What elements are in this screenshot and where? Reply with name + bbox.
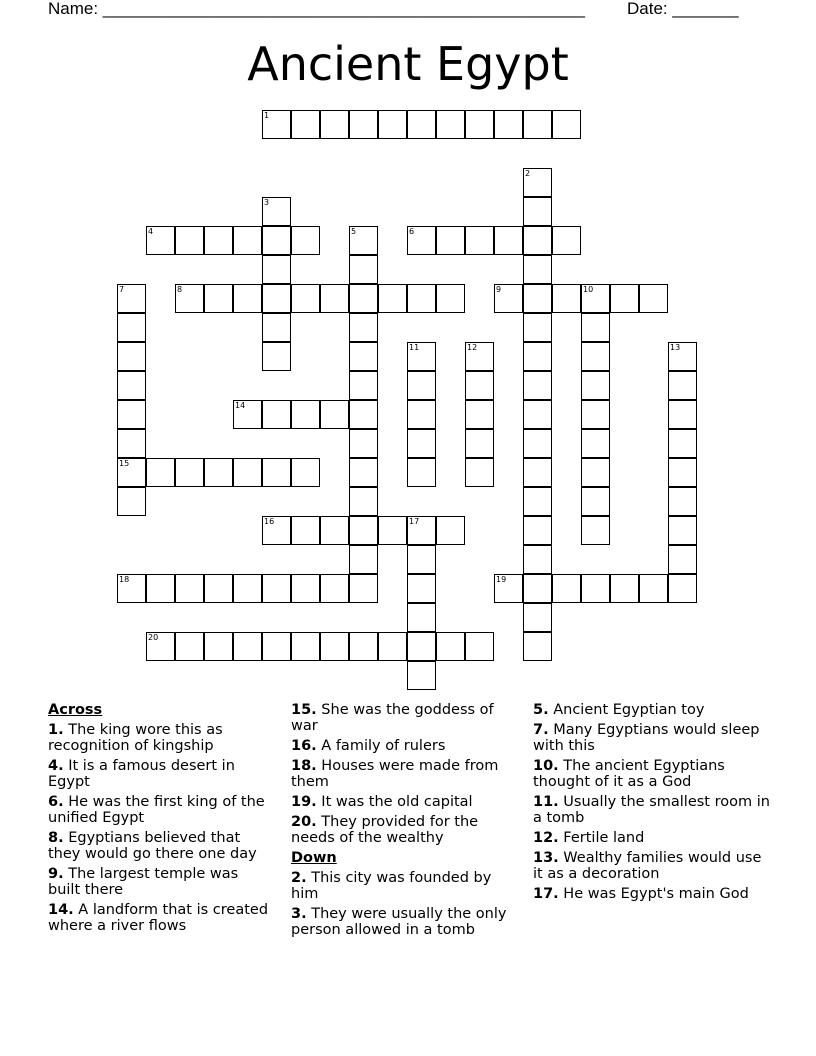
grid-cell[interactable] (668, 371, 697, 400)
grid-cell[interactable] (349, 516, 378, 545)
grid-cell[interactable] (407, 284, 436, 313)
cell-number: 3 (264, 198, 270, 207)
grid-cell[interactable] (146, 458, 175, 487)
clue-down-10: 10. The ancient Egyptians thought of it as a God (533, 758, 725, 790)
grid-cell[interactable] (494, 110, 523, 139)
grid-cell[interactable] (407, 110, 436, 139)
grid-cell[interactable] (320, 516, 349, 545)
clue-down-3: 3. They were usually the only person allowed in a tomb (291, 906, 507, 938)
grid-cell[interactable] (262, 284, 291, 313)
grid-cell[interactable] (523, 516, 552, 545)
grid-cell[interactable] (262, 516, 291, 545)
grid-cell[interactable] (523, 545, 552, 574)
grid-cell[interactable] (581, 458, 610, 487)
grid-cell[interactable] (465, 458, 494, 487)
grid-cell[interactable] (233, 632, 262, 661)
clue-down-5: 5. Ancient Egyptian toy (533, 702, 705, 718)
grid-cell[interactable] (117, 313, 146, 342)
grid-cell[interactable] (291, 226, 320, 255)
grid-cell[interactable] (349, 545, 378, 574)
grid-cell[interactable] (407, 516, 436, 545)
grid-cell[interactable] (523, 110, 552, 139)
grid-cell[interactable] (581, 313, 610, 342)
grid-cell[interactable] (291, 400, 320, 429)
grid-cell[interactable] (436, 632, 465, 661)
cell-number: 9 (496, 285, 502, 294)
grid-cell[interactable] (320, 400, 349, 429)
grid-cell[interactable] (349, 342, 378, 371)
page-title: Ancient Egypt (247, 37, 569, 91)
grid-cell[interactable] (668, 574, 697, 603)
cell-number: 12 (467, 343, 478, 352)
grid-cell[interactable] (291, 632, 320, 661)
cell-number: 20 (148, 633, 159, 642)
grid-cell[interactable] (668, 487, 697, 516)
clue-down-7: 7. Many Egyptians would sleep with this (533, 722, 760, 754)
grid-cell[interactable] (291, 458, 320, 487)
grid-cell[interactable] (523, 226, 552, 255)
grid-cell[interactable] (581, 516, 610, 545)
clue-across-9: 9. The largest temple was built there (48, 866, 239, 898)
grid-cell[interactable] (204, 632, 233, 661)
grid-cell[interactable] (117, 371, 146, 400)
grid-cell[interactable] (523, 400, 552, 429)
grid-cell[interactable] (349, 255, 378, 284)
grid-cell[interactable] (407, 632, 436, 661)
grid-cell[interactable] (117, 574, 146, 603)
grid-cell[interactable] (233, 284, 262, 313)
grid-cell[interactable] (465, 400, 494, 429)
grid-cell[interactable] (117, 400, 146, 429)
grid-cell[interactable] (465, 226, 494, 255)
clue-across-6: 6. He was the first king of the unified Egypt (48, 794, 265, 826)
grid-cell[interactable] (523, 487, 552, 516)
grid-cell[interactable] (523, 429, 552, 458)
name-line[interactable]: Name: ___________________________________________________ (48, 0, 585, 18)
grid-cell[interactable] (204, 574, 233, 603)
grid-cell[interactable] (494, 574, 523, 603)
grid-cell[interactable] (320, 632, 349, 661)
clue-across-14: 14. A landform that is created where a river flows (48, 902, 269, 934)
clue-down-11: 11. Usually the smallest room in a tomb (533, 794, 770, 826)
grid-cell[interactable] (175, 284, 204, 313)
grid-cell[interactable] (668, 516, 697, 545)
grid-cell[interactable] (204, 226, 233, 255)
down-heading: Down (291, 850, 337, 866)
grid-cell[interactable] (407, 371, 436, 400)
clue-down-17: 17. He was Egypt's main God (533, 886, 749, 902)
grid-cell[interactable] (552, 226, 581, 255)
grid-cell[interactable] (407, 574, 436, 603)
grid-cell[interactable] (465, 371, 494, 400)
grid-cell[interactable] (668, 342, 697, 371)
clue-down-12: 12. Fertile land (533, 830, 645, 846)
grid-cell[interactable] (349, 574, 378, 603)
grid-cell[interactable] (465, 429, 494, 458)
grid-cell[interactable] (494, 284, 523, 313)
date-line[interactable]: Date: _______ (627, 0, 739, 18)
grid-cell[interactable] (523, 632, 552, 661)
clue-across-15: 15. She was the goddess of war (291, 702, 494, 734)
grid-cell[interactable] (407, 545, 436, 574)
grid-cell[interactable] (407, 458, 436, 487)
clue-across-20: 20. They provided for the needs of the wealthy (291, 814, 479, 846)
grid-cell[interactable] (581, 342, 610, 371)
grid-cell[interactable] (262, 632, 291, 661)
grid-cell[interactable] (378, 284, 407, 313)
grid-cell[interactable] (436, 226, 465, 255)
grid-cell[interactable] (291, 110, 320, 139)
grid-cell[interactable] (494, 226, 523, 255)
grid-cell[interactable] (668, 545, 697, 574)
grid-cell[interactable] (523, 255, 552, 284)
clue-across-19: 19. It was the old capital (291, 794, 473, 810)
grid-cell[interactable] (146, 574, 175, 603)
grid-cell[interactable] (378, 516, 407, 545)
grid-cell[interactable] (349, 429, 378, 458)
grid-cell[interactable] (117, 342, 146, 371)
grid-cell[interactable] (581, 400, 610, 429)
grid-cell[interactable] (233, 458, 262, 487)
grid-cell[interactable] (204, 284, 233, 313)
grid-cell[interactable] (465, 632, 494, 661)
grid-cell[interactable] (668, 400, 697, 429)
clue-across-4: 4. It is a famous desert in Egypt (48, 758, 235, 790)
grid-cell[interactable] (523, 371, 552, 400)
grid-cell[interactable] (175, 458, 204, 487)
clue-column-2 (291, 702, 521, 942)
grid-cell[interactable] (407, 661, 436, 690)
cell-number: 7 (119, 285, 125, 294)
grid-cell[interactable] (610, 574, 639, 603)
grid-cell[interactable] (407, 342, 436, 371)
grid-cell[interactable] (407, 226, 436, 255)
grid-cell[interactable] (523, 342, 552, 371)
clue-across-8: 8. Egyptians believed that they would go there one day (48, 830, 257, 862)
grid-cell[interactable] (349, 110, 378, 139)
cell-number: 6 (409, 227, 415, 236)
grid-cell[interactable] (581, 429, 610, 458)
grid-cell[interactable] (639, 574, 668, 603)
grid-cell[interactable] (204, 458, 233, 487)
grid-cell[interactable] (378, 110, 407, 139)
grid-cell[interactable] (581, 284, 610, 313)
clue-across-1: 1. The king wore this as recognition of kingship (48, 722, 223, 754)
grid-cell[interactable] (349, 400, 378, 429)
grid-cell[interactable] (320, 574, 349, 603)
grid-cell[interactable] (639, 284, 668, 313)
grid-cell[interactable] (291, 574, 320, 603)
grid-cell[interactable] (175, 574, 204, 603)
cell-number: 5 (351, 227, 357, 236)
grid-cell[interactable] (146, 226, 175, 255)
grid-cell[interactable] (117, 458, 146, 487)
cell-number: 8 (177, 285, 183, 294)
clue-down-2: 2. This city was founded by him (291, 870, 492, 902)
grid-cell[interactable] (262, 110, 291, 139)
across-heading: Across (48, 702, 103, 718)
grid-cell[interactable] (262, 458, 291, 487)
grid-cell[interactable] (523, 313, 552, 342)
grid-cell[interactable] (465, 110, 494, 139)
grid-cell[interactable] (117, 284, 146, 313)
grid-cell[interactable] (320, 284, 349, 313)
grid-cell[interactable] (407, 603, 436, 632)
grid-cell[interactable] (262, 197, 291, 226)
grid-cell[interactable] (349, 487, 378, 516)
grid-cell[interactable] (668, 429, 697, 458)
grid-cell[interactable] (552, 284, 581, 313)
clue-across-18: 18. Houses were made from them (291, 758, 499, 790)
grid-cell[interactable] (349, 226, 378, 255)
grid-cell[interactable] (291, 284, 320, 313)
cell-number: 19 (496, 575, 507, 584)
grid-cell[interactable] (523, 574, 552, 603)
grid-cell[interactable] (349, 313, 378, 342)
cell-number: 2 (525, 169, 531, 178)
grid-cell[interactable] (233, 574, 262, 603)
grid-cell[interactable] (233, 400, 262, 429)
grid-cell[interactable] (175, 632, 204, 661)
grid-cell[interactable] (523, 168, 552, 197)
grid-cell[interactable] (610, 284, 639, 313)
cell-number: 1 (264, 111, 270, 120)
clue-column-3 (533, 702, 773, 906)
grid-cell[interactable] (262, 255, 291, 284)
grid-cell[interactable] (262, 313, 291, 342)
grid-cell[interactable] (668, 458, 697, 487)
grid-cell[interactable] (523, 458, 552, 487)
grid-cell[interactable] (378, 632, 407, 661)
cell-number: 18 (119, 575, 130, 584)
cell-number: 16 (264, 517, 275, 526)
cell-number: 10 (583, 285, 594, 294)
cell-number: 15 (119, 459, 130, 468)
cell-number: 14 (235, 401, 246, 410)
grid-cell[interactable] (262, 342, 291, 371)
grid-cell[interactable] (146, 632, 175, 661)
grid-cell[interactable] (552, 574, 581, 603)
grid-cell[interactable] (262, 400, 291, 429)
grid-cell[interactable] (523, 284, 552, 313)
grid-cell[interactable] (349, 371, 378, 400)
grid-cell[interactable] (262, 574, 291, 603)
grid-cell[interactable] (436, 284, 465, 313)
grid-cell[interactable] (233, 226, 262, 255)
grid-cell[interactable] (581, 574, 610, 603)
grid-cell[interactable] (407, 400, 436, 429)
grid-cell[interactable] (523, 603, 552, 632)
cell-number: 11 (409, 343, 420, 352)
grid-cell[interactable] (581, 371, 610, 400)
grid-cell[interactable] (117, 429, 146, 458)
cell-number: 4 (148, 227, 154, 236)
grid-cell[interactable] (349, 458, 378, 487)
grid-cell[interactable] (552, 110, 581, 139)
cell-number: 17 (409, 517, 420, 526)
grid-cell[interactable] (581, 487, 610, 516)
grid-cell[interactable] (407, 429, 436, 458)
grid-cell[interactable] (320, 110, 349, 139)
clue-column-1 (48, 702, 273, 938)
grid-cell[interactable] (523, 197, 552, 226)
grid-cell[interactable] (436, 516, 465, 545)
grid-cell[interactable] (291, 516, 320, 545)
grid-cell[interactable] (349, 284, 378, 313)
grid-cell[interactable] (262, 226, 291, 255)
grid-cell[interactable] (117, 487, 146, 516)
grid-cell[interactable] (436, 110, 465, 139)
clue-down-13: 13. Wealthy families would use it as a decoration (533, 850, 762, 882)
grid-cell[interactable] (465, 342, 494, 371)
grid-cell[interactable] (175, 226, 204, 255)
clue-across-16: 16. A family of rulers (291, 738, 446, 754)
cell-number: 13 (670, 343, 681, 352)
grid-cell[interactable] (349, 632, 378, 661)
